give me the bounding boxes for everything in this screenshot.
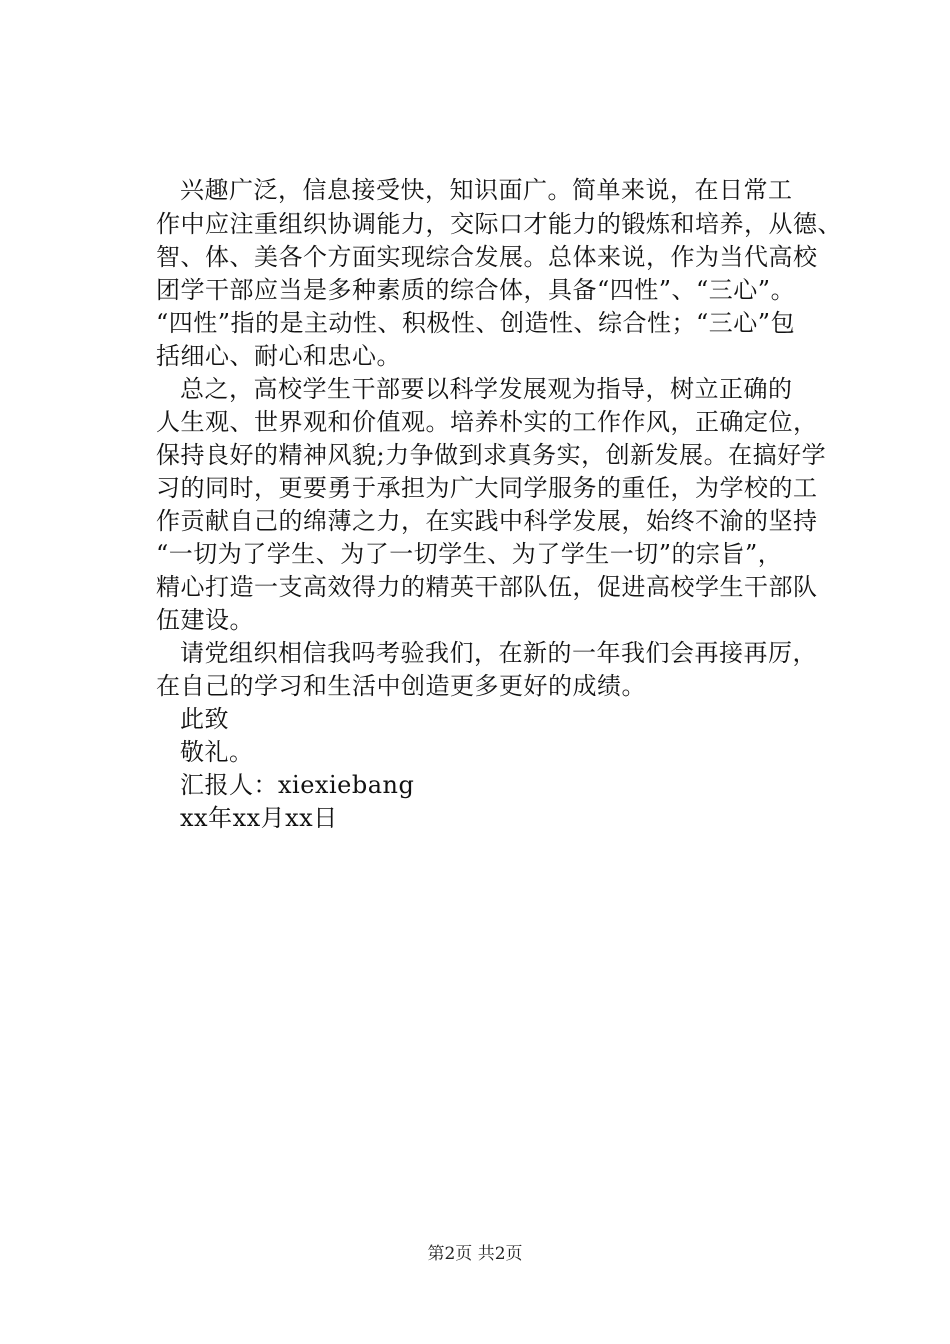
body-line: 保持良好的精神风貌;力争做到求真务实，创新发展。在搞好学	[156, 441, 827, 469]
body-line: 作中应注重组织协调能力，交际口才能力的锻炼和培养，从德、	[156, 210, 842, 238]
body-line: 括细心、耐心和忠心。	[156, 342, 401, 370]
body-line: 在自己的学习和生活中创造更多更好的成绩。	[156, 672, 646, 700]
page-number: 第2页 共2页	[427, 1244, 523, 1264]
body-line: 团学干部应当是多种素质的综合体，具备“四性”、“三心”。	[156, 276, 796, 304]
body-line: 伍建设。	[156, 606, 254, 634]
body-line: “四性”指的是主动性、积极性、创造性、综合性；“三心”包	[156, 309, 796, 337]
body-line: “一切为了学生、为了一切学生、为了学生一切”的宗旨”，	[156, 540, 783, 568]
body-line: 总之，高校学生干部要以科学发展观为指导，树立正确的	[180, 375, 793, 403]
body-line: 作贡献自己的绵薄之力，在实践中科学发展，始终不渝的坚持	[156, 507, 818, 535]
body-line: 人生观、世界观和价值观。培养朴实的工作作风，正确定位，	[156, 408, 818, 436]
closing-regards: 敬礼。	[180, 738, 254, 766]
body-line: 精心打造一支高效得力的精英干部队伍，促进高校学生干部队	[156, 573, 818, 601]
body-line: 请党组织相信我吗考验我们，在新的一年我们会再接再厉，	[180, 639, 817, 667]
reporter-line: 汇报人：xiexiebang	[180, 771, 415, 799]
body-line: 兴趣广泛，信息接受快，知识面广。简单来说，在日常工	[180, 176, 793, 204]
body-line: 智、体、美各个方面实现综合发展。总体来说，作为当代高校	[156, 243, 818, 271]
date-line: xx年xx月xx日	[180, 804, 338, 832]
closing-salutation: 此致	[180, 705, 229, 733]
body-line: 习的同时，更要勇于承担为广大同学服务的重任，为学校的工	[156, 474, 818, 502]
